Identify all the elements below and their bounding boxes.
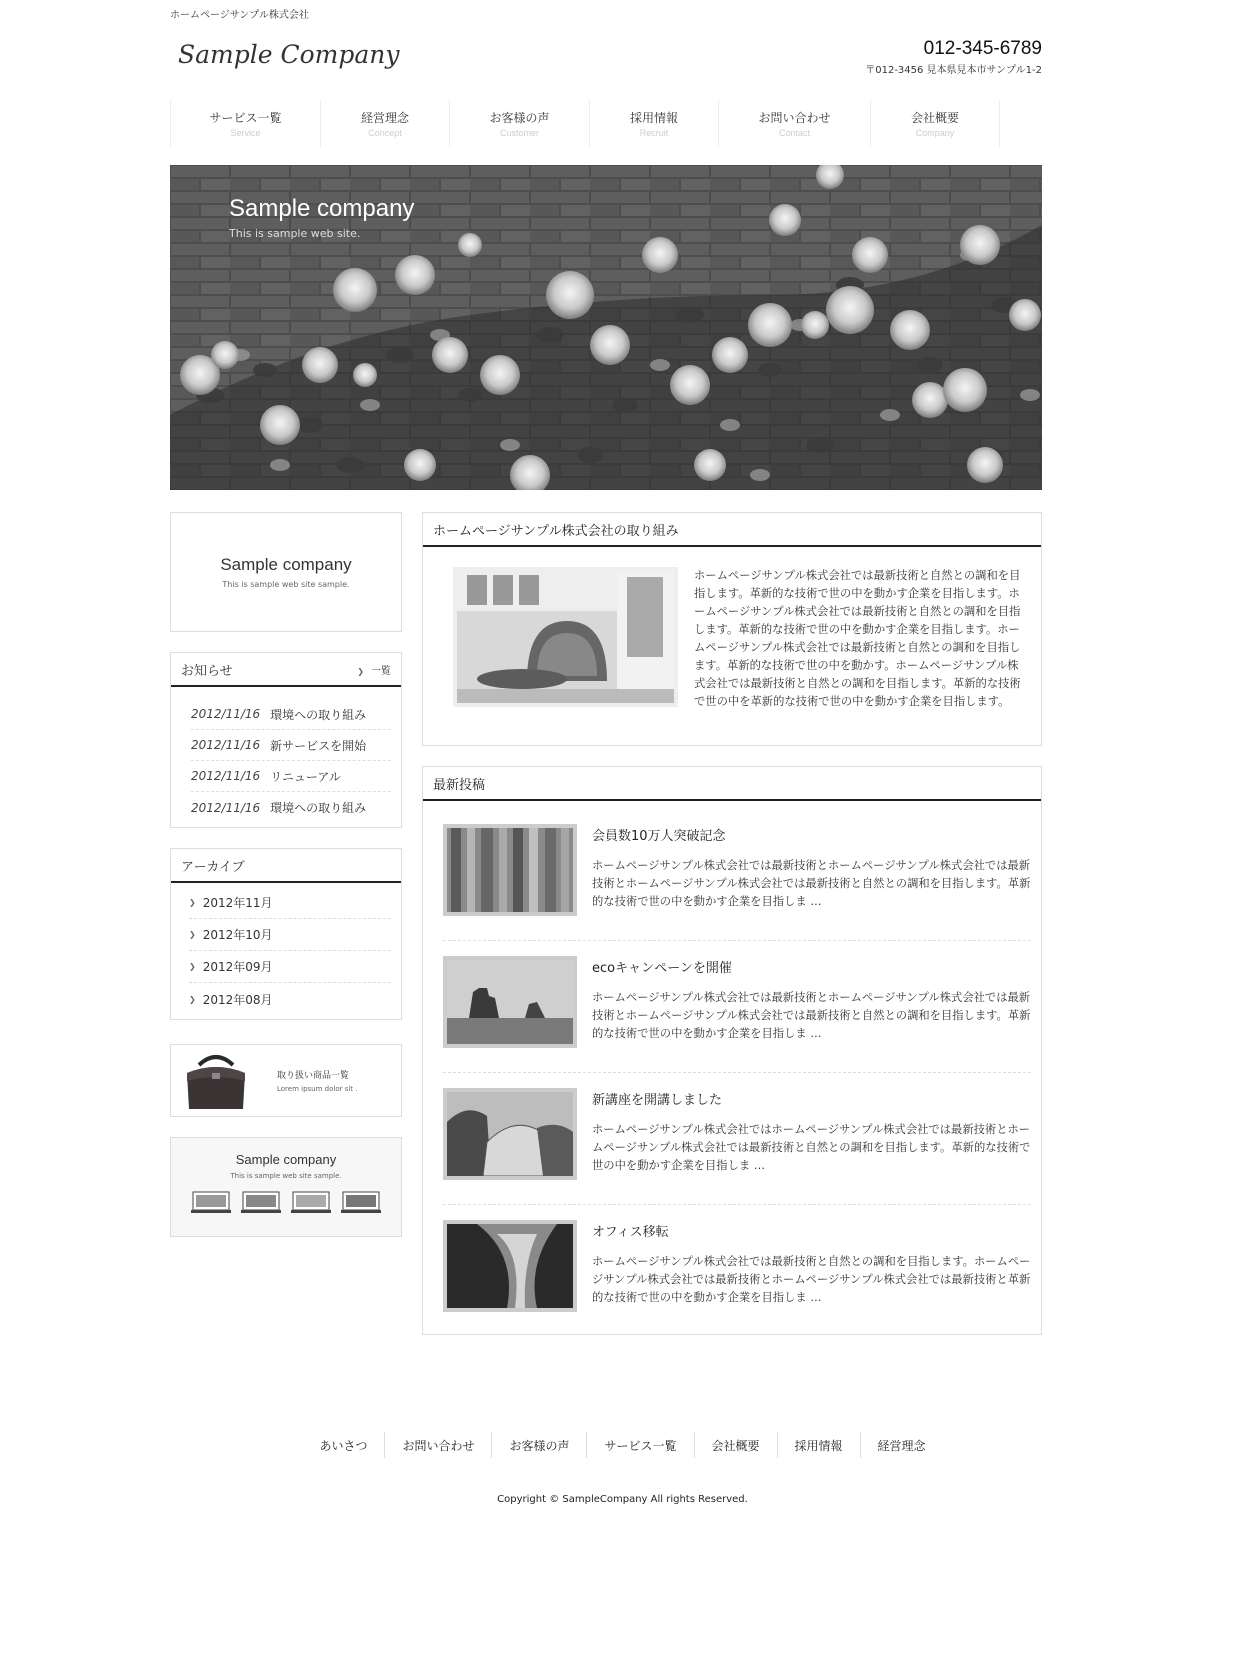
desert-photo [447, 960, 573, 1044]
archive-item[interactable] [189, 983, 391, 1015]
post-body [592, 956, 1031, 1048]
intro-image [453, 567, 678, 707]
post-thumbnail [443, 956, 577, 1048]
post-item[interactable] [443, 941, 1031, 1073]
gnav-item-company[interactable] [871, 100, 1000, 147]
brand-title: Sample company [220, 555, 352, 574]
gnav-label: お客様の声 [489, 111, 550, 125]
hero-subtitle: This is sample web site. [229, 227, 361, 240]
devices-illustration [191, 1190, 381, 1214]
gnav-sublabel: Company [915, 128, 955, 138]
chevron-right-icon: ❯ [189, 962, 196, 971]
intro-text: ホームページサンプル株式会社では最新技術と自然との調和を目指します。革新的な技術で世の中を動かす企業を目指します。ホームページサンプル株式会社では最新技術と自然との調和を目指します。革新的な技術で世の中を動かす企業を目指します。ホームページサンプル株式会社では最新技術と自然との調和を目指します。革新的な技術で世の中を動かす。ホームページサンプル株式会社では最新技術と自然との調和を目指します。革新的な技術で世の中を革新的な技術で世の中を動かす企業を目指します。 [694, 569, 1021, 708]
archive-list [171, 883, 401, 1019]
brand-banner[interactable] [170, 512, 402, 632]
post-title[interactable]: 新講座を開講しました [592, 1093, 723, 1108]
products-banner-text [277, 1068, 358, 1093]
footer-link-greeting[interactable]: あいさつ [302, 1432, 385, 1458]
news-widget-title: お知らせ [181, 663, 233, 679]
post-body [592, 1088, 1031, 1180]
chevron-right-icon: ❯ [189, 930, 196, 939]
post-thumbnail [443, 824, 577, 916]
news-text: 新サービスを開始 [270, 738, 367, 753]
chevron-right-icon: ❯ [189, 898, 196, 907]
gnav-label: 会社概要 [910, 111, 959, 125]
archive-label: 2012年11月 [202, 896, 273, 910]
devices-banner-subtitle: This is sample web site sample. [230, 1172, 342, 1180]
latest-posts-section [422, 766, 1042, 1335]
hero-banner [170, 165, 1042, 490]
news-date: 2012/11/16 [191, 707, 261, 721]
global-nav [170, 100, 1000, 147]
news-more-link[interactable] [357, 662, 391, 677]
products-banner-subtitle: Lorem ipsum dolor sit . [277, 1085, 358, 1093]
post-item[interactable] [443, 809, 1031, 941]
device-icon [191, 1190, 231, 1214]
gnav-label: 採用情報 [629, 111, 678, 125]
footer-link-contact[interactable]: お問い合わせ [385, 1432, 492, 1458]
bag-image [183, 1051, 249, 1111]
products-banner[interactable] [170, 1044, 402, 1117]
post-body [592, 824, 1031, 916]
news-item[interactable] [191, 792, 391, 823]
gnav-label: お問い合わせ [758, 111, 831, 125]
archive-item[interactable] [189, 919, 391, 951]
archive-item[interactable] [189, 951, 391, 983]
bamboo-photo [447, 828, 573, 912]
post-title[interactable]: オフィス移転 [592, 1225, 669, 1240]
news-date: 2012/11/16 [191, 738, 261, 752]
news-date: 2012/11/16 [191, 800, 261, 815]
archive-widget-header [171, 849, 401, 883]
rocks-photo [447, 1092, 573, 1176]
post-thumbnail [443, 1088, 577, 1180]
archive-label: 2012年09月 [202, 960, 273, 974]
post-excerpt: ホームページサンプル株式会社では最新技術と自然との調和を目指します。ホームページサンプル株式会社では最新技術とホームページサンプル株式会社では最新技術と革新的な技術で世の中を動かす企業を目指しま … [592, 1255, 1031, 1304]
gnav-sublabel: Service [230, 128, 261, 138]
post-title[interactable]: ecoキャンペーンを開催 [592, 961, 732, 976]
news-item[interactable] [191, 730, 391, 761]
footer-link-customer[interactable]: お客様の声 [492, 1432, 587, 1458]
gnav-item-contact[interactable] [719, 100, 871, 147]
post-excerpt: ホームページサンプル株式会社では最新技術とホームページサンプル株式会社では最新技術とホームページサンプル株式会社では最新技術と自然との調和を目指します。革新的な技術で世の中を動かす企業を目指しま … [592, 859, 1031, 908]
gnav-item-customer[interactable] [450, 100, 590, 147]
header-tagline: ホームページサンプル株式会社 [170, 10, 309, 21]
device-icon [341, 1190, 381, 1214]
chair-photo [457, 571, 674, 703]
gnav-label: 経営理念 [360, 111, 409, 125]
news-text: 環境への取り組み [270, 707, 367, 722]
footer-link-service[interactable]: サービス一覧 [587, 1432, 694, 1458]
chevron-right-icon: ❯ [357, 666, 364, 676]
post-list [423, 801, 1041, 1334]
gnav-label: サービス一覧 [209, 111, 282, 125]
header-phone: 012-345-6789 [923, 38, 1042, 59]
post-thumbnail [443, 1220, 577, 1312]
post-excerpt: ホームページサンプル株式会社ではホームページサンプル株式会社では最新技術とホームページサンプル株式会社では最新技術と自然との調和を目指します。革新的な技術で世の中を動かす企業を目指しま … [592, 1123, 1031, 1172]
sidebar [170, 512, 402, 1237]
news-item[interactable] [191, 761, 391, 792]
header-address: 〒012-3456 見本県見本市サンプル1-2 [865, 65, 1042, 76]
brand-subtitle: This is sample web site sample. [222, 580, 350, 589]
news-text: 環境への取り組み [270, 801, 367, 815]
site-logo[interactable]: Sample Company [178, 40, 400, 69]
news-widget-header [171, 653, 401, 687]
news-widget [170, 652, 402, 828]
gnav-item-concept[interactable] [321, 100, 450, 147]
intro-section [422, 512, 1042, 746]
news-date: 2012/11/16 [191, 769, 261, 783]
device-icon [291, 1190, 331, 1214]
footer-link-recruit[interactable]: 採用情報 [778, 1432, 861, 1458]
news-item[interactable] [191, 699, 391, 730]
device-icon [241, 1190, 281, 1214]
footer-nav [0, 1432, 1245, 1458]
latest-posts-title: 最新投稿 [423, 767, 1041, 801]
gnav-item-service[interactable] [171, 100, 321, 147]
archive-label: 2012年10月 [202, 928, 273, 942]
post-excerpt: ホームページサンプル株式会社では最新技術とホームページサンプル株式会社では最新技術とホームページサンプル株式会社では最新技術と自然との調和を目指します。革新的な技術で世の中を動かす企業を目指しま … [592, 991, 1031, 1040]
main-content [422, 512, 1042, 1335]
copyright: Copyright © SampleCompany All rights Reserved. [497, 1494, 748, 1505]
chevron-right-icon: ❯ [189, 994, 196, 1004]
footer-link-concept[interactable]: 経営理念 [877, 1438, 926, 1453]
archive-item[interactable] [189, 887, 391, 919]
gnav-sublabel: Concept [368, 128, 402, 138]
post-title[interactable]: 会員数10万人突破記念 [592, 829, 726, 844]
hero-title: Sample company [229, 195, 415, 222]
footer-link-company[interactable]: 会社概要 [695, 1432, 778, 1458]
devices-banner-title: Sample company [235, 1152, 337, 1167]
archive-label: 2012年08月 [202, 992, 273, 1007]
news-list [171, 687, 401, 827]
canyon-photo [447, 1224, 573, 1308]
post-item[interactable] [443, 1073, 1031, 1205]
post-item[interactable] [443, 1205, 1031, 1334]
intro-title: ホームページサンプル株式会社の取り組み [423, 513, 1041, 547]
gnav-sublabel: Customer [499, 128, 539, 138]
gnav-item-recruit[interactable] [590, 100, 719, 147]
news-text: リニューアル [270, 769, 341, 784]
post-body [592, 1220, 1031, 1312]
archive-widget-title: アーカイブ [181, 859, 245, 875]
gnav-sublabel: Contact [778, 128, 811, 138]
intro-body [423, 547, 1041, 745]
news-more-label: 一覧 [371, 665, 391, 677]
devices-banner[interactable] [170, 1137, 402, 1237]
products-banner-title: 取り扱い商品一覧 [277, 1071, 350, 1081]
archive-widget [170, 848, 402, 1020]
gnav-sublabel: Recruit [639, 128, 669, 138]
